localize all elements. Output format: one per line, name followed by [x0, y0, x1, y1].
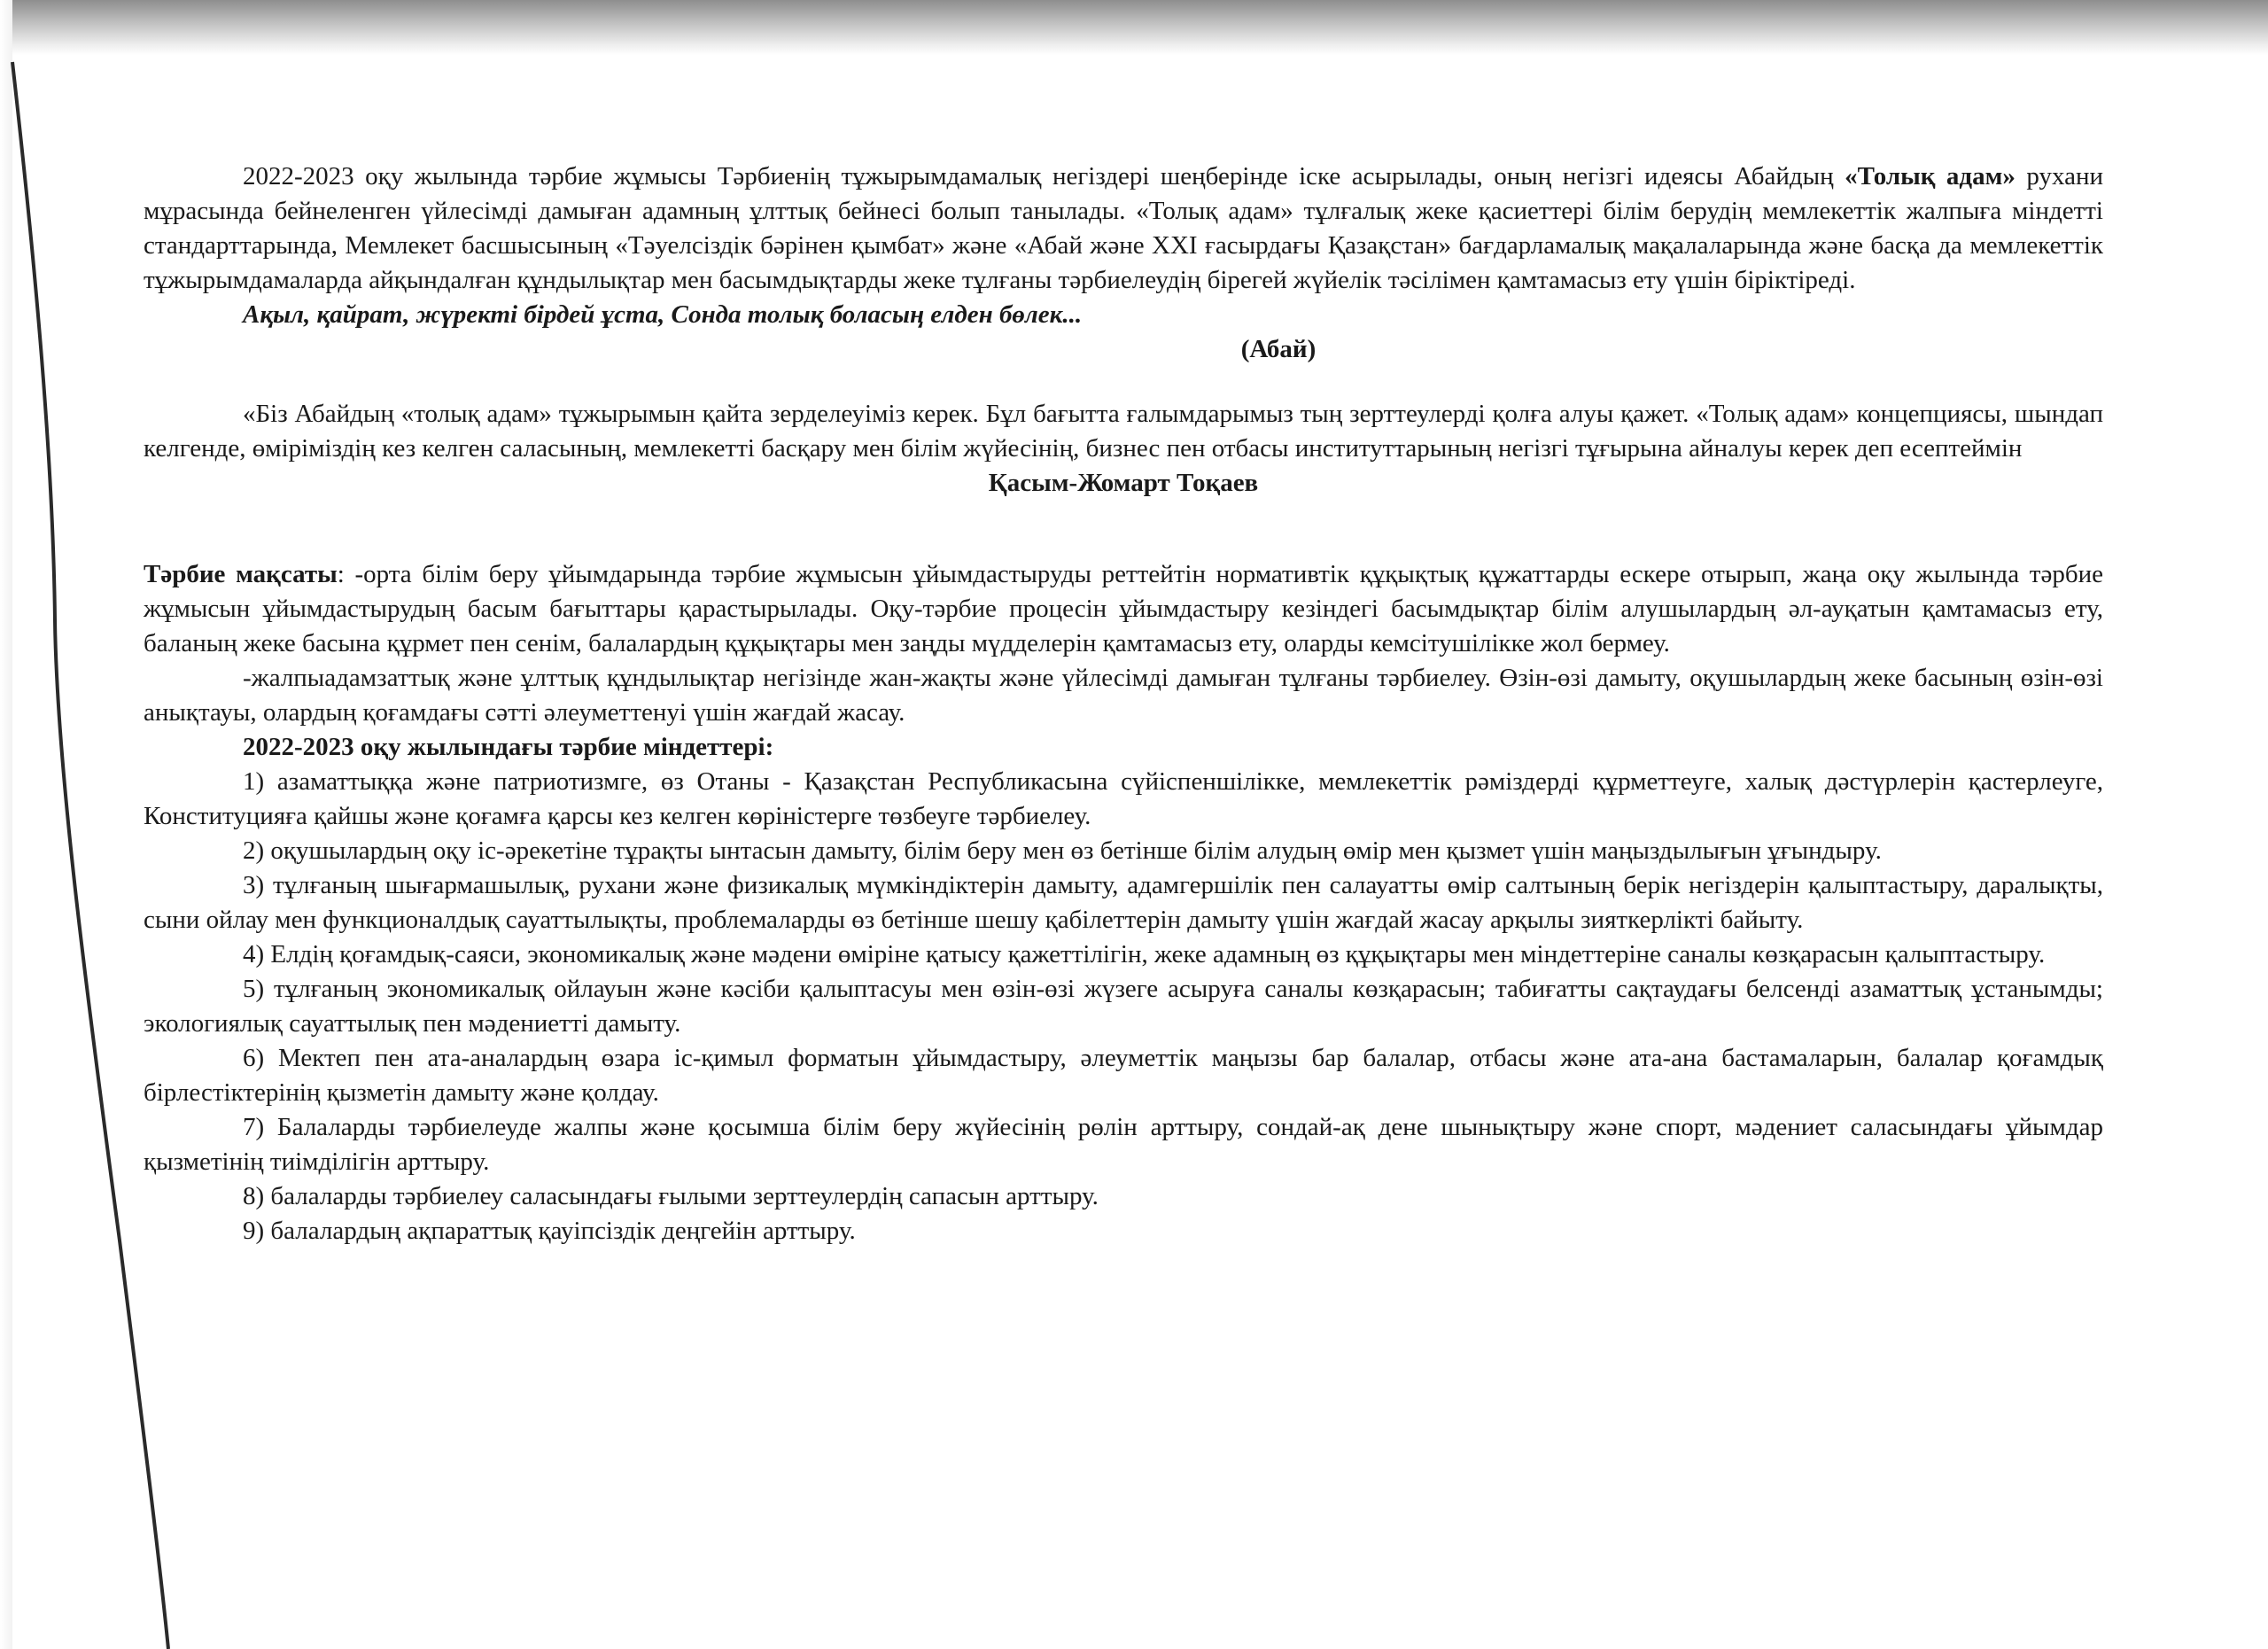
goal-paragraph-2: -жалпыадамзаттық және ұлттық құндылықтар негізінде жан-жақты және үйлесімді дамыған тұлғаны тәрбиелеу. Өзін-өзі дамыту, оқушылардың жеке басының өзін-өзі анықтауы, олардың қоғамдағы сәтті әлеуметтенуі үшін жағдай жасау. — [144, 664, 2103, 727]
scanner-shadow-top — [0, 0, 2268, 55]
task-item-6: 6) Мектеп пен ата-аналардың өзара іс-қимыл форматын ұйымдастыру, әлеуметтік маңызы бар балалар, отбасы және ата-ана бастамаларын, балалар қоғамдық бірлестіктерінің қызметін дамыту және қолдау. — [144, 1044, 2103, 1107]
goal-paragraph — [144, 557, 2103, 661]
goal-label: Тәрбие мақсаты — [144, 560, 338, 588]
task-item-1: 1) азаматтыққа және патриотизмге, өз Отаны - Қазақстан Республикасына сүйіспеншілікке, мемлекеттік рәміздерді құрметтеуге, халық дәстүрлерін қастерлеуге, Конституцияға қайшы және қоғамға қарсы кез келген көріністерге төзбеуге тәрбиелеу. — [144, 767, 2103, 830]
task-item-3: 3) тұлғаның шығармашылық, рухани және физикалық мүмкіндіктерін дамыту, адамгершілік пен салауатты өмір салтының берік негіздерін қалыптастыру, даралықты, сыни ойлау мен функционалдық сауаттылықты, проблемаларды өз бетінше шешу қабілеттерін дамыту үшін жағдай жасау арқылы зияткерлікті байыту. — [144, 871, 2103, 934]
epigraph-author: (Абай) — [1240, 335, 1317, 363]
task-item-9: 9) балалардың ақпараттық қауіпсіздік деңгейін арттыру. — [243, 1217, 856, 1245]
intro-paragraph — [144, 159, 2103, 298]
task-item-4: 4) Елдің қоғамдық-саяси, экономикалық және мәдени өміріне қатысу қажеттілігін, жеке адамның өз құқықтары мен міндеттеріне саналы көзқарасын қалыптастыру. — [243, 940, 2046, 968]
intro-year-text: 2022-2023 оқу жылында тәрбие жұмысы Тәрбиенің тұжырымдамалық негіздері шеңберінде іске асырылады, оның негізгі идеясы Абайдың — [243, 162, 1845, 191]
quote-paragraph: «Біз Абайдың «толық адам» тұжырымын қайта зерделеуіміз керек. Бұл бағытта ғалымдарымыз тың зерттеулерді қолға алуы қажет. «Толық адам» концепциясы, шындап келгенде, өміріміздің кез келген саласының, мемлекетті басқару мен білім жүйесінің, бизнес пен отбасы институттарының негізгі тұғырына айналуы керек деп есептеймін — [144, 400, 2103, 463]
task-item-8: 8) балаларды тәрбиелеу саласындағы ғылыми зерттеулердің сапасын арттыру. — [243, 1182, 1099, 1210]
quote-author: Қасым-Жомарт Тоқаев — [988, 469, 1259, 497]
intro-bold-term: «Толық адам» — [1845, 162, 2016, 191]
task-item-7: 7) Балаларды тәрбиелеуде жалпы және қосымша білім беру жүйесінің рөлін арттыру, сондай-ақ дене шынықтыру және спорт, мәдениет саласындағы ұйымдар қызметінің тиімділігін арттыру. — [144, 1113, 2103, 1176]
spacer — [144, 501, 2103, 557]
spacer — [144, 367, 2103, 397]
intro-rest-text: рухани мұрасында бейнеленген үйлесімді дамыған адамның ұлттық бейнесі болып танылады. «Толық адам» тұлғалық жеке қасиеттері білім берудің мемлекеттік жалпыға міндетті стандарттарында, Мемлекет басшысының «Тәуелсіздік бәрінен қымбат» және «Абай және XXI ғасырдағы Қазақстан» бағдарламалық мақалаларында және басқа да мемлекеттік тұжырымдамаларда айқындалған құндылықтар мен басымдықтарды жеке тұлғаны тәрбиелеудің бірегей жүйелік тәсілімен қамтамасыз ету үшін біріктіреді. — [144, 162, 2103, 294]
tasks-heading: 2022-2023 оқу жылындағы тәрбие міндеттері: — [243, 733, 774, 761]
task-item-5: 5) тұлғаның экономикалық ойлауын және кәсіби қалыптасуы мен өзін-өзі жүзеге асыруға саналы көзқарасын; табиғатты сақтаудағы белсенді азаматтық ұстанымды; экологиялық сауаттылық пен мәдениетті дамыту. — [144, 975, 2103, 1038]
epigraph-text: Ақыл, қайрат, жүректі бірдей ұста, Сонда толық боласың елден бөлек... — [243, 300, 1083, 329]
task-item-2: 2) оқушылардың оқу іс-әрекетіне тұрақты ынтасын дамыту, білім беру мен өз бетінше білім алудың өмір мен қызмет үшін маңыздылығын ұғындыру. — [243, 836, 1882, 865]
document-page — [144, 159, 2103, 1248]
goal-text: : -орта білім беру ұйымдарында тәрбие жұмысын ұйымдастыруды реттейтін нормативтік құқықтық құжаттарды ескере отырып, жаңа оқу жылында тәрбие жұмысын ұйымдастырудың басым бағыттары қарастырылады. Оқу-тәрбие процесін ұйымдастыру кезіндегі басымдықтар білім алушылардың әл-ауқатын қамтамасыз ету, баланың жеке басына құрмет пен сенім, балалардың құқықтары мен заңды мүдделерін қамтамасыз ету, оларды кемсітушілікке жол бермеу. — [144, 560, 2103, 657]
